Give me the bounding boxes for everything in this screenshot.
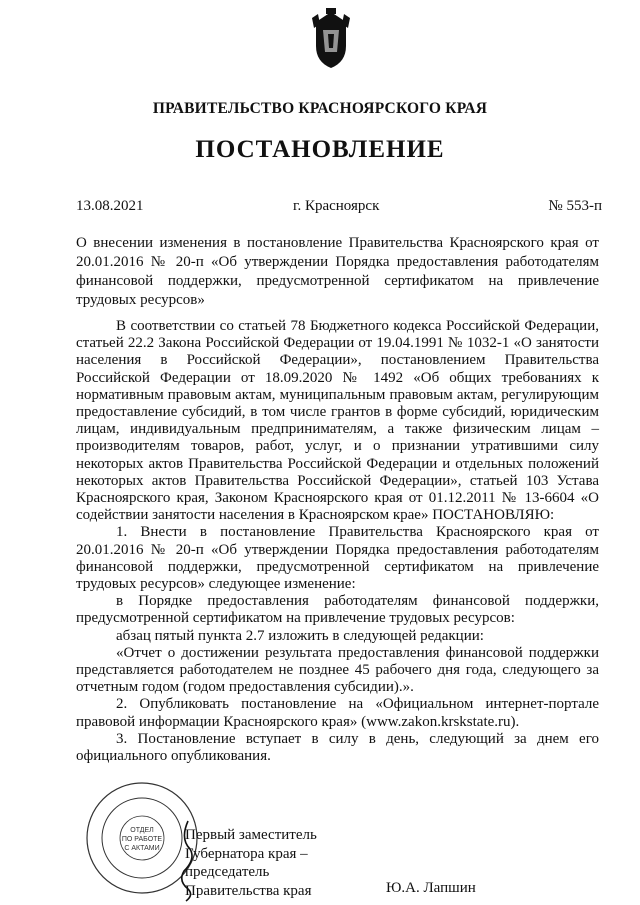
signatory-line-3: председатель	[185, 864, 270, 880]
signatory-title	[185, 826, 317, 900]
document-body	[76, 318, 599, 765]
stamp-text-line2: ПО РАБОТЕ	[121, 836, 163, 843]
stamp-text-line1: ОТДЕЛ	[130, 827, 154, 834]
paragraph-1c: «Отчет о достижении результата предоставления финансовой поддержки представляется работодателем не позднее 45 рабочего дня года, следующего за отчетным годом (годом предоставления субсидии).».	[76, 644, 599, 696]
paragraph-1a: в Порядке предоставления работодателям финансовой поддержки, предусмотренной сертификатом на привлечение трудовых ресурсов:	[76, 593, 599, 627]
signatory-line-1: Первый заместитель	[185, 827, 317, 843]
document-date: 13.08.2021	[76, 198, 144, 214]
document-number: № 553-п	[548, 198, 602, 214]
document-title: ПОСТАНОВЛЕНИЕ	[195, 136, 445, 163]
paragraph-2: 2. Опубликовать постановление на «Официальном интернет-портале правовой информации Красноярского края» (www.zakon.krskstate.ru).	[76, 696, 599, 730]
signatory-line-2: Губернатора края –	[185, 845, 308, 862]
preamble-paragraph: В соответствии со статьей 78 Бюджетного кодекса Российской Федерации, статьей 22.2 Закона Российской Федерации от 19.04.1991 № 1032-1 «О занятости населения в Российской Федерации», постановлением Правительства Российской Федерации от 18.09.2020 № 1492 «Об общих требованиях к нормативным правовым актам, муниципальным правовым актам, регулирующим предоставление субсидий, в том числе грантов в форме субсидий, юридическим лицам, индивидуальным предпринимателям, а также физическим лицам – производителям товаров, работ, услуг, и о признании утратившими силу некоторых актов Правительства Российской Федерации и отдельных положений некоторых актов Правительства Российской Федерации», статьей 103 Устава Красноярского края, Законом Красноярского края от 01.12.2011 № 13-6604 «О содействии занятости населения в Красноярском крае» ПОСТАНОВЛЯЮ:	[76, 318, 599, 524]
document-city: г. Красноярск	[293, 198, 380, 214]
paragraph-3: 3. Постановление вступает в силу в день, следующий за днем его официального опубликования.	[76, 730, 599, 765]
signatory-name: Ю.А. Лапшин	[386, 880, 476, 896]
paragraph-1b: абзац пятый пункта 2.7 изложить в следующей редакции:	[116, 627, 484, 644]
government-name: ПРАВИТЕЛЬСТВО КРАСНОЯРСКОГО КРАЯ	[152, 100, 488, 117]
stamp-text-line3: С АКТАМИ	[124, 845, 160, 852]
paragraph-1: 1. Внести в постановление Правительства Красноярского края от 20.01.2016 № 20-п «Об утверждении Порядка предоставления работодателям финансовой поддержки, предусмотренной сертификатом на привлечение трудовых ресурсов» следующее изменение:	[76, 524, 599, 593]
coat-of-arms-icon	[308, 8, 354, 70]
signatory-line-4: Правительства края	[185, 882, 312, 899]
document-subject: О внесении изменения в постановление Правительства Красноярского края от 20.01.2016 № 20-п «Об утверждении Порядка предоставления работодателям финансовой поддержки, предусмотренной сертификатом на привлечение трудовых ресурсов»	[76, 235, 599, 308]
